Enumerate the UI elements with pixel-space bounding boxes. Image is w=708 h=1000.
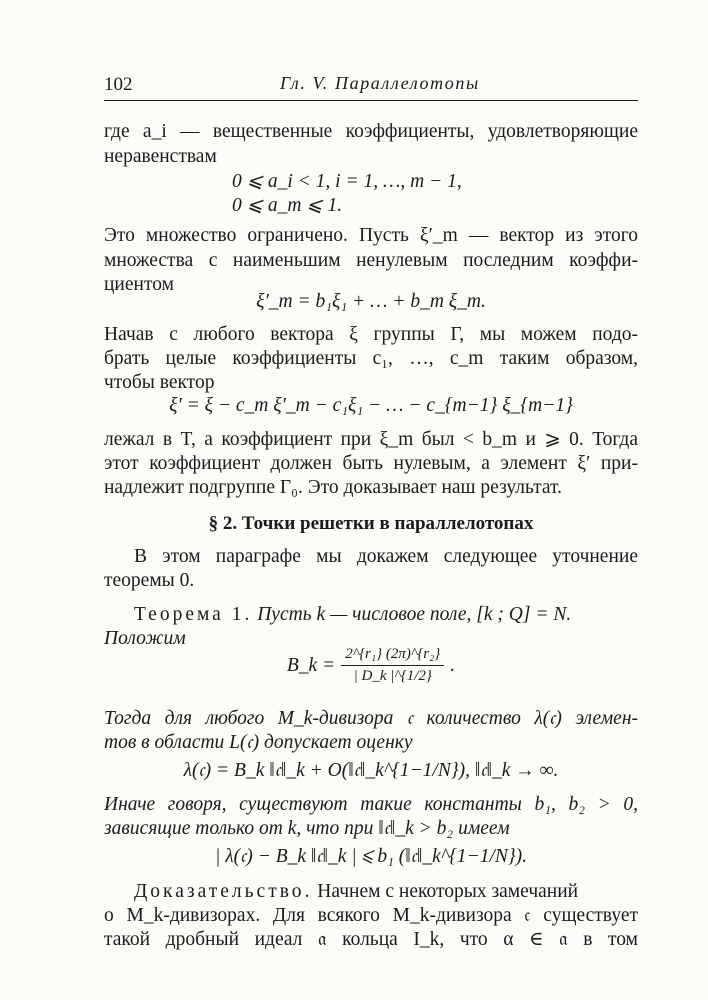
page-header xyxy=(104,70,638,101)
equation-bk xyxy=(104,646,638,706)
paragraph-line: циентом xyxy=(104,274,174,295)
equation-xi-prime: ξ′ = ξ − c_m ξ′_m − c₁ξ₁ − … − c_{m−1} ξ_{m−1} xyxy=(169,395,573,416)
equation-estimate: | λ(𝔠) − B_k ‖𝔠‖_k | ⩽ b₁ (‖𝔠‖_k^{1−1/N}). xyxy=(214,846,528,867)
paragraph-line: множества с наименьшим ненулевым последним коэффи- xyxy=(104,250,638,271)
running-head: Гл. V. Параллелотопы xyxy=(280,73,480,93)
paragraph-line: о M_k-дивизорах. Для всякого M_k-дивизора 𝔠 существует xyxy=(104,905,638,926)
equation-bk-numerator: 2^{r₁} (2π)^{r₂} xyxy=(341,646,444,666)
section-heading: § 2. Точки решетки в параллелотопах xyxy=(208,513,534,534)
paragraph-line: В этом параграфе мы докажем следующее уточнение xyxy=(134,546,638,567)
theorem-label: Теорема 1. xyxy=(134,604,253,625)
theorem-line: Положим xyxy=(104,628,186,649)
paragraph-line: теоремы 0. xyxy=(104,570,195,591)
theorem-statement-line xyxy=(104,603,638,627)
paragraph-line: лежал в T, а коэффициент при ξ_m был < b_m и ⩾ 0. Тогда xyxy=(104,429,638,450)
equation-lambda: λ(𝔠) = B_k ‖𝔠‖_k + O(‖𝔠‖_k^{1−1/N}), ‖𝔠‖_k → ∞. xyxy=(183,760,559,781)
equation-inequality-1: 0 ⩽ a_i < 1, i = 1, …, m − 1, xyxy=(232,171,462,192)
equation-xi-prime-m: ξ′_m = b₁ξ₁ + … + b_m ξ_m. xyxy=(256,291,486,312)
page-number: 102 xyxy=(104,74,133,95)
theorem-line: Тогда для любого M_k-дивизора 𝔠 количество λ(𝔠) элемен- xyxy=(104,708,638,729)
theorem-line: тов в области L(𝔠) допускает оценку xyxy=(104,732,413,753)
proof-label: Доказательство. xyxy=(134,881,313,902)
proof-text: Начнем с некоторых замечаний xyxy=(317,881,579,902)
theorem-line: зависящие только от k, что при ‖𝔠‖_k > b₂ имеем xyxy=(104,818,510,839)
paragraph-line: этот коэффициент должен быть нулевым, а элемент ξ′ при- xyxy=(104,453,638,474)
paragraph-line: Начав с любого вектора ξ группы Γ, мы можем подо- xyxy=(104,324,638,345)
paragraph-line: неравенствам xyxy=(104,146,217,167)
paragraph-line: брать целые коэффициенты c₁, …, c_m таким образом, xyxy=(104,348,638,369)
proof-statement-line xyxy=(104,880,638,904)
paragraph-line: где a_i — вещественные коэффициенты, удовлетворяющие xyxy=(104,121,638,142)
equation-bk-lhs: B_k = xyxy=(286,654,336,676)
paragraph-line: Это множество ограничено. Пусть ξ′_m — вектор из этого xyxy=(104,225,638,246)
theorem-text: Пусть k — числовое поле, [k ; Q] = N. xyxy=(257,604,572,625)
equation-bk-fraction xyxy=(341,646,444,685)
equation-inequality-2: 0 ⩽ a_m ⩽ 1. xyxy=(232,195,343,216)
equation-bk-end: . xyxy=(450,654,456,676)
paragraph-line: надлежит подгруппе Γ₀. Это доказывает наш результат. xyxy=(104,477,562,498)
paragraph-line: чтобы вектор xyxy=(104,372,215,393)
theorem-line: Иначе говоря, существуют такие константы b₁, b₂ > 0, xyxy=(104,794,638,815)
paragraph-line: такой дробный идеал 𝔞 кольца I_k, что α ∈ 𝔞 в том xyxy=(104,929,638,950)
equation-bk-denominator: | D_k |^{1/2} xyxy=(353,668,432,684)
